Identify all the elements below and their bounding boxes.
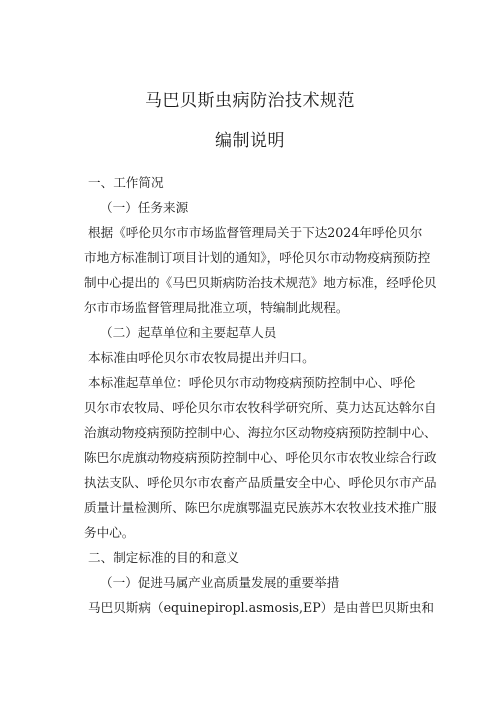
paragraph-drafting-units bbox=[84, 370, 442, 545]
section-heading-1: 一、工作简况 bbox=[88, 175, 164, 190]
text-line: 制中心提出的《马巴贝斯病防治技术规范》地方标准，经呼伦贝 bbox=[84, 275, 437, 290]
text-line: 贝尔市农牧局、呼伦贝尔市农牧科学研究所、莫力达瓦达斡尔自 bbox=[84, 400, 437, 415]
document-body bbox=[84, 170, 442, 620]
subsection-heading-task-source: （一）任务来源 bbox=[100, 200, 189, 215]
subsection-heading-drafting-units: （二）起草单位和主要起草人员 bbox=[100, 325, 277, 340]
text-line: 市地方标准制订项目计划的通知》，呼伦贝尔市动物疫病预防控 bbox=[84, 250, 431, 265]
document-title: 马巴贝斯虫病防治技术规范 bbox=[145, 91, 355, 111]
text-line: 陈巴尔虎旗动物疫病预防控制中心、呼伦贝尔市农牧业综合行政 bbox=[84, 450, 437, 465]
text-line: 质量计量检测所、陈巴尔虎旗鄂温克民族苏木农牧业技术推广服 bbox=[84, 500, 437, 515]
text-line: 执法支队、呼伦贝尔市农畜产品质量安全中心、呼伦贝尔市产品 bbox=[84, 475, 437, 490]
text-line: 根据《呼伦贝尔市市场监督管理局关于下达2024年呼伦贝尔 bbox=[88, 225, 423, 240]
title-block bbox=[0, 88, 500, 154]
subsection-heading-industry-development: （一）促进马属产业高质量发展的重要举措 bbox=[100, 575, 340, 590]
text-line: 务中心。 bbox=[84, 525, 135, 540]
text-line: 尔市市场监督管理局批准立项，特编制此规程。 bbox=[84, 300, 349, 315]
paragraph-proposer bbox=[84, 345, 442, 370]
paragraph-disease-intro bbox=[84, 595, 442, 620]
text-line: 马巴贝斯病（equinepiropl.asmosis,EP）是由普巴贝斯虫和 bbox=[88, 600, 435, 615]
text-line: 治旗动物疫病预防控制中心、海拉尔区动物疫病预防控制中心、 bbox=[84, 425, 437, 440]
text-line: 本标准起草单位：呼伦贝尔市动物疫病预防控制中心、呼伦 bbox=[88, 375, 416, 390]
paragraph-task-source bbox=[84, 220, 442, 320]
section-heading-2: 二、制定标准的目的和意义 bbox=[88, 550, 240, 565]
text-line: 本标准由呼伦贝尔市农牧局提出并归口。 bbox=[88, 350, 315, 365]
document-subtitle: 编制说明 bbox=[215, 131, 285, 151]
